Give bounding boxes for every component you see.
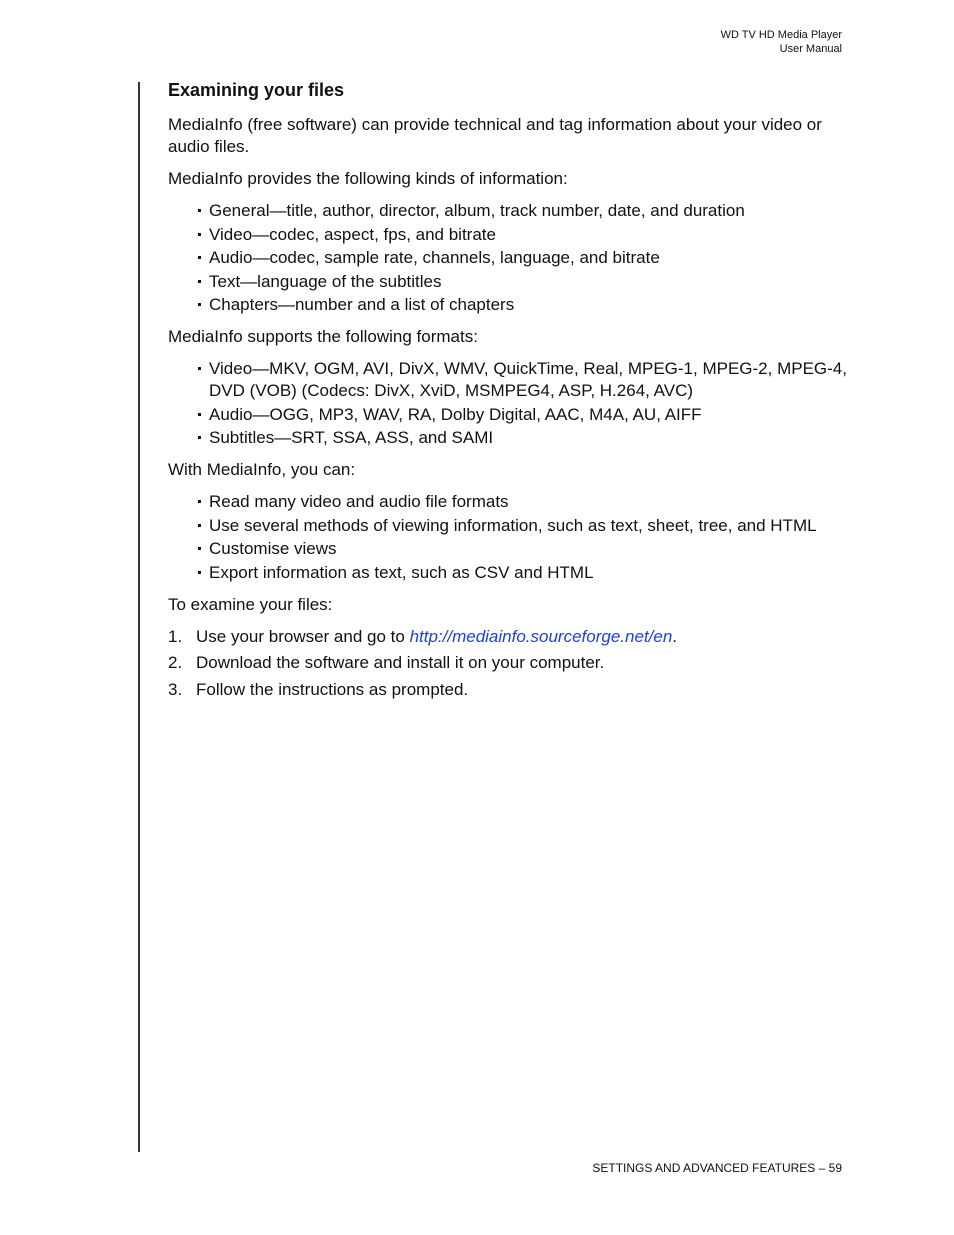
step-number: 3. — [168, 679, 183, 699]
list-item: Export information as text, such as CSV and HTML — [196, 562, 848, 584]
intro-paragraph: MediaInfo (free software) can provide technical and tag information about your video or audio files. — [168, 115, 822, 156]
step-text: Download the software and install it on your computer. — [196, 653, 605, 672]
header-document-type: User Manual — [779, 43, 842, 55]
list-item: Audio—codec, sample rate, channels, language, and bitrate — [196, 247, 848, 269]
mediainfo-link[interactable]: http://mediainfo.sourceforge.net/en — [409, 626, 673, 646]
list-item: Use several methods of viewing information, such as text, sheet, tree, and HTML — [196, 515, 848, 537]
list-item: Customise views — [196, 538, 848, 560]
capabilities-list — [168, 491, 848, 584]
list-item: General—title, author, director, album, track number, date, and duration — [196, 200, 848, 222]
list-item: Text—language of the subtitles — [196, 271, 848, 293]
list-item: Chapters—number and a list of chapters — [196, 294, 848, 316]
steps-list — [168, 626, 848, 701]
list-item: Subtitles—SRT, SSA, ASS, and SAMI — [196, 427, 848, 449]
step-item — [168, 626, 848, 648]
step-item — [168, 652, 848, 674]
list-item: Video—codec, aspect, fps, and bitrate — [196, 224, 848, 246]
can-lead: With MediaInfo, you can: — [168, 460, 356, 479]
page-footer: SETTINGS AND ADVANCED FEATURES – 59 — [592, 1161, 842, 1175]
list-item: Audio—OGG, MP3, WAV, RA, Dolby Digital, AAC, M4A, AU, AIFF — [196, 404, 848, 426]
step-number: 2. — [168, 653, 183, 672]
kinds-lead: MediaInfo provides the following kinds of information: — [168, 169, 568, 188]
step-text-end: . — [672, 626, 678, 646]
step-text: Use your browser and go to — [196, 626, 410, 646]
list-item: Read many video and audio file formats — [196, 491, 848, 513]
list-item: Video—MKV, OGM, AVI, DivX, WMV, QuickTime, Real, MPEG-1, MPEG-2, MPEG-4, DVD (VOB) (Codecs: DivX, XviD, MSMPEG4, ASP, H.264, AVC) — [196, 358, 848, 402]
step-item — [168, 679, 848, 701]
section-title: Examining your files — [168, 80, 345, 100]
page-content — [168, 78, 848, 705]
margin-rule — [138, 82, 140, 1152]
step-text: Follow the instructions as prompted. — [196, 679, 469, 699]
running-header — [721, 28, 842, 56]
step-number: 1. — [168, 626, 183, 646]
steps-lead: To examine your files: — [168, 594, 333, 614]
formats-list — [168, 358, 848, 449]
header-product-name: WD TV HD Media Player — [720, 29, 842, 41]
formats-lead: MediaInfo supports the following formats: — [168, 327, 478, 346]
kinds-list — [168, 200, 848, 316]
